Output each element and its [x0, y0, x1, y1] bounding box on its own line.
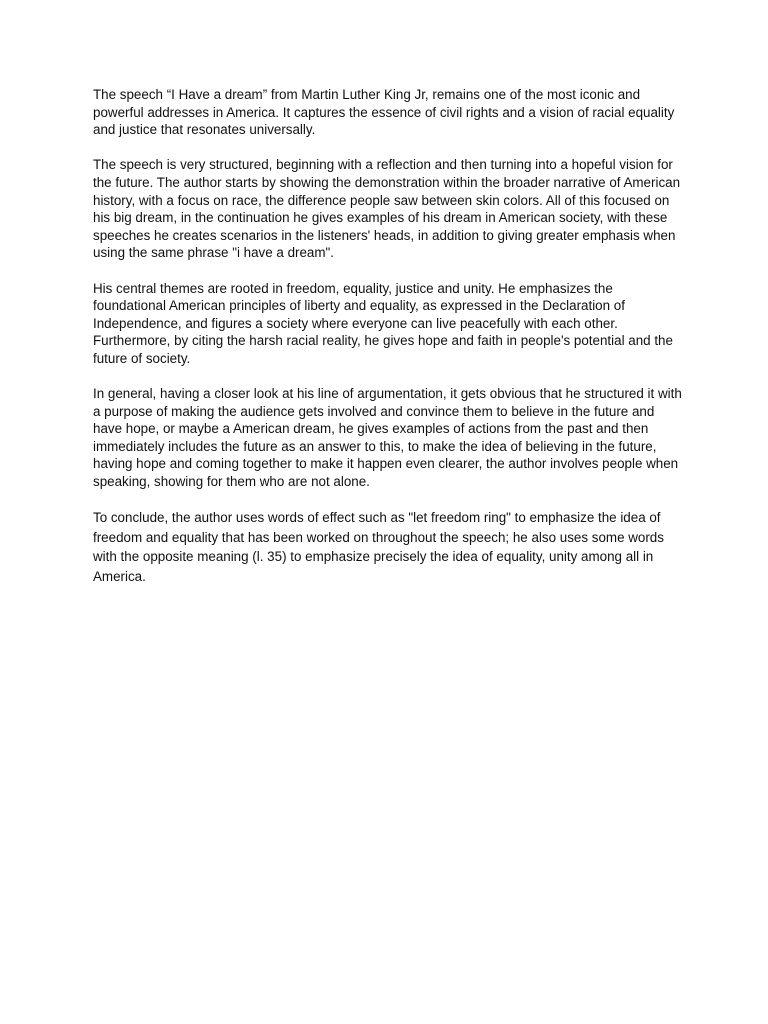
paragraph-structure: The speech is very structured, beginning with a reflection and then turning into a hopeful vision for the future. The author starts by showing the demonstration within the broader narrative of American history, with a focus on race, the difference people saw between skin colors. All of this focused on his big dream, in the continuation he gives examples of his dream in American society, with these speeches he creates scenarios in the listeners' heads, in addition to giving greater emphasis when using the same phrase "i have a dream". [93, 157, 681, 261]
paragraph-introduction: The speech “I Have a dream” from Martin Luther King Jr, remains one of the most iconic and powerful addresses in America. It captures the essence of civil rights and a vision of racial equality and justice that resonates universally. [93, 87, 675, 138]
paragraph-argumentation: In general, having a closer look at his line of argumentation, it gets obvious that he structured it with a purpose of making the audience gets involved and convince them to believe in the future and have hope, or maybe a American dream, he gives examples of actions from the past and then immediately includes the future as an answer to this, to make the idea of believing in the future, having hope and coming together to make it happen even clearer, the author involves people when speaking, showing for them who are not alone. [93, 386, 682, 490]
paragraph-themes: His central themes are rooted in freedom, equality, justice and unity. He emphasizes the foundational American principles of liberty and equality, as expressed in the Declaration of Independence, and figures a society where everyone can live peacefully with each other. Furthermore, by citing the harsh racial reality, he gives hope and faith in people's potential and the future of society. [93, 280, 673, 366]
document-body [93, 86, 683, 587]
paragraph-conclusion: To conclude, the author uses words of effect such as "let freedom ring" to emphasize the idea of freedom and equality that has been worked on throughout the speech; he also uses some words with the opposite meaning (l. 35) to emphasize precisely the idea of equality, unity among all in America. [93, 510, 664, 585]
